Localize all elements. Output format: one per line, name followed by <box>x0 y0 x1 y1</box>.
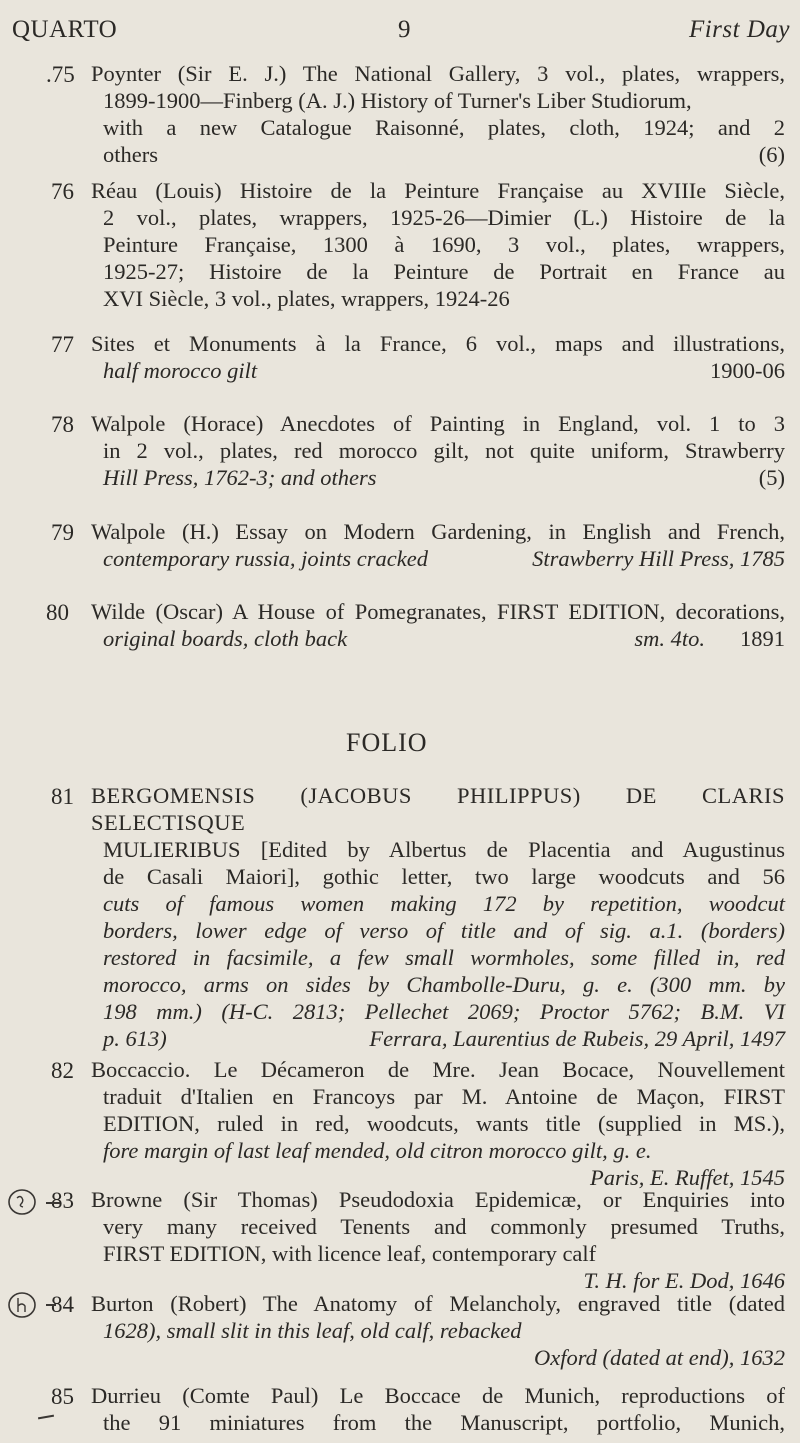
lot-line: Burton (Robert) The Anatomy of Melancholy, engraved title (dated <box>91 1291 785 1316</box>
lot-imprint: Strawberry Hill Press, 1785 <box>532 546 785 571</box>
lot-line: Boccaccio. Le Décameron de Mre. Jean Bocace, Nouvellement <box>91 1057 785 1082</box>
lot-number: 76 <box>51 179 74 204</box>
lot-quantity: (5) <box>758 465 785 490</box>
lot-line: 1925-27; Histoire de la Peinture de Portrait en France au <box>103 259 785 284</box>
lot-description <box>91 177 785 312</box>
lot-number: 80 <box>46 600 69 625</box>
lot-description <box>91 518 785 572</box>
lot-line: morocco, arms on sides by Chambolle-Duru, g. e. (300 mm. by <box>103 972 785 997</box>
lot-quantity: (6) <box>758 142 785 167</box>
lot-description <box>91 410 785 491</box>
lot-line: the 91 miniatures from the Manuscript, portfolio, Munich, <box>103 1410 785 1435</box>
lot-description <box>91 598 785 652</box>
lot-line: Peinture Française, 1300 à 1690, 3 vol., plates, wrappers, <box>103 232 785 257</box>
lot-line: half morocco gilt 1900-06 <box>103 358 785 383</box>
lot-description <box>91 330 785 384</box>
lot-line: Réau (Louis) Histoire de la Peinture Française au XVIIIe Siècle, <box>91 178 785 203</box>
lot-line: de Casali Maiori], gothic letter, two large woodcuts and 56 <box>103 864 785 889</box>
lot-imprint: Paris, E. Ruffet, 1545 <box>590 1165 785 1190</box>
lot-line: MULIERIBUS [Edited by Albertus de Placentia and Augustinus <box>103 837 785 862</box>
lot-line: FIRST EDITION, with licence leaf, contemporary calf <box>103 1241 597 1266</box>
lot-number: 77 <box>51 332 74 357</box>
lot-line: Browne (Sir Thomas) Pseudodoxia Epidemicæ, or Enquiries into <box>91 1187 785 1212</box>
lot-line: Durrieu (Comte Paul) Le Boccace de Munich, reproductions of <box>91 1383 785 1408</box>
lot-line: others (6) <box>103 142 785 167</box>
lot-date: 1900-06 <box>710 358 785 383</box>
lot-line: restored in facsimile, a few small wormholes, some filled in, red <box>103 945 785 970</box>
lot-line: Walpole (Horace) Anecdotes of Painting in England, vol. 1 to 3 <box>91 411 785 436</box>
lot-line: borders, lower edge of verso of title and of sig. a.1. (borders) <box>103 918 785 943</box>
lot-description <box>91 782 785 1052</box>
lot-line: in 2 vol., plates, red morocco gilt, not quite uniform, Strawberry <box>103 438 785 463</box>
lot-description <box>91 1186 785 1294</box>
lot-line: p. 613) Ferrara, Laurentius de Rubeis, 29 April, 1497 <box>103 1026 785 1051</box>
lot-description <box>91 1056 785 1191</box>
lot-line: Walpole (H.) Essay on Modern Gardening, in English and French, <box>91 519 785 544</box>
lot-line: Poynter (Sir E. J.) The National Gallery, 3 vol., plates, wrappers, <box>91 61 785 86</box>
handwritten-circle-icon <box>7 1291 47 1321</box>
lot-line: original boards, cloth back sm. 4to. 1891 <box>103 626 785 651</box>
running-head <box>12 16 790 48</box>
lot-number: 84 <box>51 1292 74 1317</box>
lot-imprint: Oxford (dated at end), 1632 <box>534 1345 785 1370</box>
margin-stroke <box>38 1415 54 1420</box>
lot-line: 198 mm.) (H-C. 2813; Pellechet 2069; Proctor 5762; B.M. VI <box>103 999 785 1024</box>
lot-number: 78 <box>51 412 74 437</box>
lot-line: 1628), small slit in this leaf, old calf, rebacked <box>103 1318 522 1343</box>
lot-imprint: Ferrara, Laurentius de Rubeis, 29 April, 1497 <box>369 1026 785 1051</box>
lot-line: fore margin of last leaf mended, old citron morocco gilt, g. e. <box>103 1138 652 1163</box>
margin-dash <box>46 1304 56 1306</box>
lot-number: 85 <box>51 1384 74 1409</box>
running-head-left: QUARTO <box>12 16 118 43</box>
lot-line: traduit d'Italien en Francoys par M. Antoine de Maçon, FIRST <box>103 1084 785 1109</box>
lot-number: 81 <box>51 784 74 809</box>
lot-number: 82 <box>51 1058 74 1083</box>
margin-dash <box>46 1202 60 1204</box>
handwritten-circle-icon <box>7 1188 47 1218</box>
lot-line: Hill Press, 1762-3; and others (5) <box>103 465 785 490</box>
lot-number: 83 <box>51 1188 74 1213</box>
lot-description <box>91 1382 785 1436</box>
lot-line: cuts of famous women making 172 by repetition, woodcut <box>103 891 785 916</box>
lot-line: 1899-1900—Finberg (A. J.) History of Turner's Liber Studiorum, <box>103 88 692 113</box>
lot-date: 1891 <box>740 626 785 651</box>
lot-line: contemporary russia, joints cracked Strawberry Hill Press, 1785 <box>103 546 785 571</box>
lot-description <box>91 60 785 168</box>
lot-imprint: T. H. for E. Dod, 1646 <box>583 1268 785 1293</box>
lot-number: .75 <box>46 62 75 87</box>
lot-line: with a new Catalogue Raisonné, plates, cloth, 1924; and 2 <box>103 115 785 140</box>
running-head-right: First Day <box>688 16 790 43</box>
margin-annotation-84 <box>7 1291 47 1321</box>
lot-description <box>91 1290 785 1371</box>
lot-line: XVI Siècle, 3 vol., plates, wrappers, 1924-26 <box>103 286 510 311</box>
page-number: 9 <box>398 16 411 43</box>
section-title: FOLIO <box>346 728 428 757</box>
lot-line: Wilde (Oscar) A House of Pomegranates, FIRST EDITION, decorations, <box>91 599 785 624</box>
lot-number: 79 <box>51 520 74 545</box>
margin-annotation-83 <box>7 1188 47 1218</box>
lot-line: BERGOMENSIS (JACOBUS PHILIPPUS) DE CLARIS SELECTISQUE <box>91 783 785 835</box>
lot-line: very many received Tenents and commonly presumed Truths, <box>103 1214 785 1239</box>
lot-line: Sites et Monuments à la France, 6 vol., maps and illustrations, <box>91 331 785 356</box>
lot-format: sm. 4to. <box>634 626 705 651</box>
lot-line: EDITION, ruled in red, woodcuts, wants title (supplied in MS.), <box>103 1111 785 1136</box>
lot-line: 2 vol., plates, wrappers, 1925-26—Dimier (L.) Histoire de la <box>103 205 785 230</box>
